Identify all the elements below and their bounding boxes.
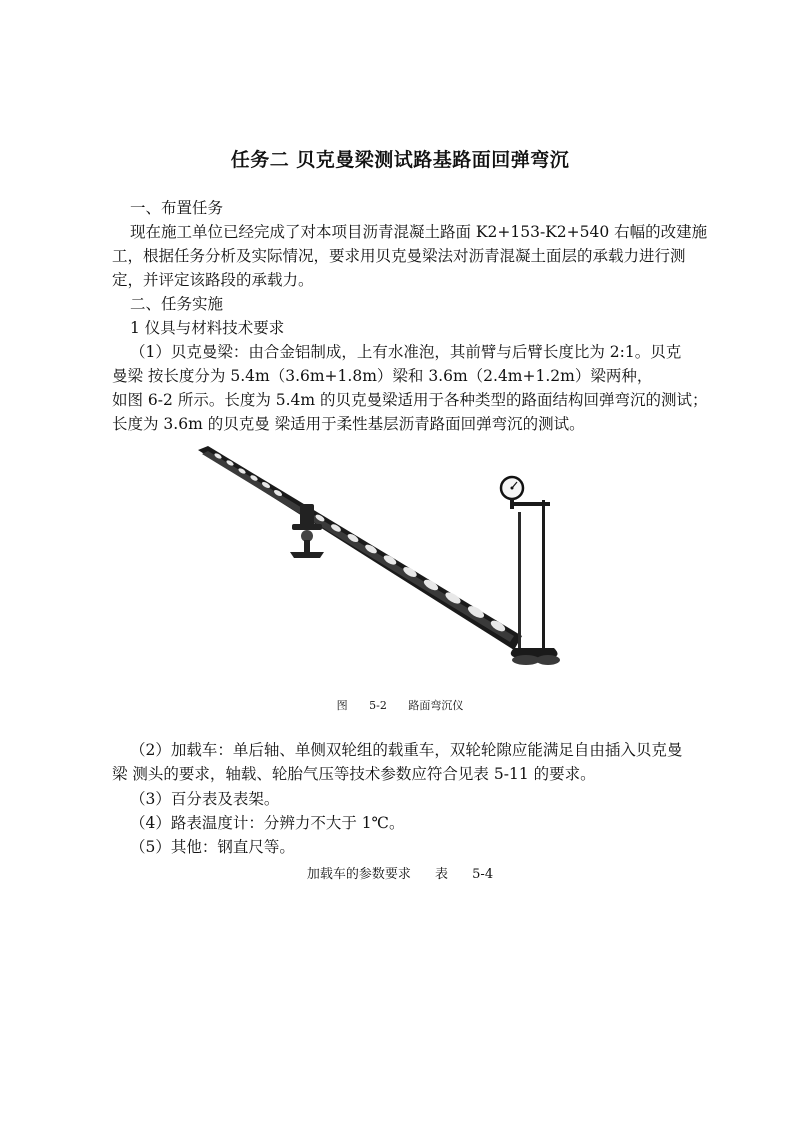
list-item: （4）路表温度计：分辨力不大于 1℃。	[130, 814, 405, 832]
subsection-heading: 1 仪具与材料技术要求	[130, 319, 285, 337]
paragraph-line: （2）加载车：单后轴、单侧双轮组的载重车，双轮轮隙应能满足自由插入贝克曼	[130, 741, 683, 759]
paragraph-line: 梁 测头的要求，轴载、轮胎气压等技术参数应符合见表 5-11 的要求。	[112, 765, 596, 783]
list-item: （3）百分表及表架。	[130, 790, 280, 808]
list-item: （5）其他：钢直尺等。	[130, 838, 295, 856]
page-title: 任务二 贝克曼梁测试路基路面回弹弯沉	[230, 149, 570, 171]
benkelman-beam-figure	[196, 444, 568, 684]
pivot-support	[290, 504, 324, 558]
paragraph-line: 工，根据任务分析及实际情况，要求用贝克曼梁法对沥青混凝土面层的承载力进行测	[112, 247, 686, 265]
paragraph-line: （1）贝克曼梁：由合金铝制成，上有水准泡，其前臂与后臂长度比为 2:1。贝克	[130, 343, 682, 361]
paragraph-line: 现在施工单位已经完成了对本项目沥青混凝土路面 K2+153-K2+540 右幅的改建施	[130, 223, 708, 241]
paragraph-line: 曼梁 按长度分为 5.4m（3.6m+1.8m）梁和 3.6m（2.4m+1.2m）梁两种，	[112, 367, 653, 385]
paragraph-line: 定，并评定该路段的承载力。	[112, 271, 314, 289]
section-heading-1: 一、布置任务	[130, 199, 224, 217]
section-heading-2: 二、任务实施	[130, 295, 224, 313]
paragraph-line: 长度为 3.6m 的贝克曼 梁适用于柔性基层沥青路面回弹弯沉的测试。	[112, 415, 585, 433]
paragraph-line: 如图 6-2 所示。长度为 5.4m 的贝克曼梁适用于各种类型的路面结构回弹弯沉的测试；	[112, 391, 708, 409]
table-title: 加载车的参数要求 表 5-4	[306, 867, 494, 882]
figure-caption: 图 5-2 路面弯沉仪	[336, 699, 464, 712]
